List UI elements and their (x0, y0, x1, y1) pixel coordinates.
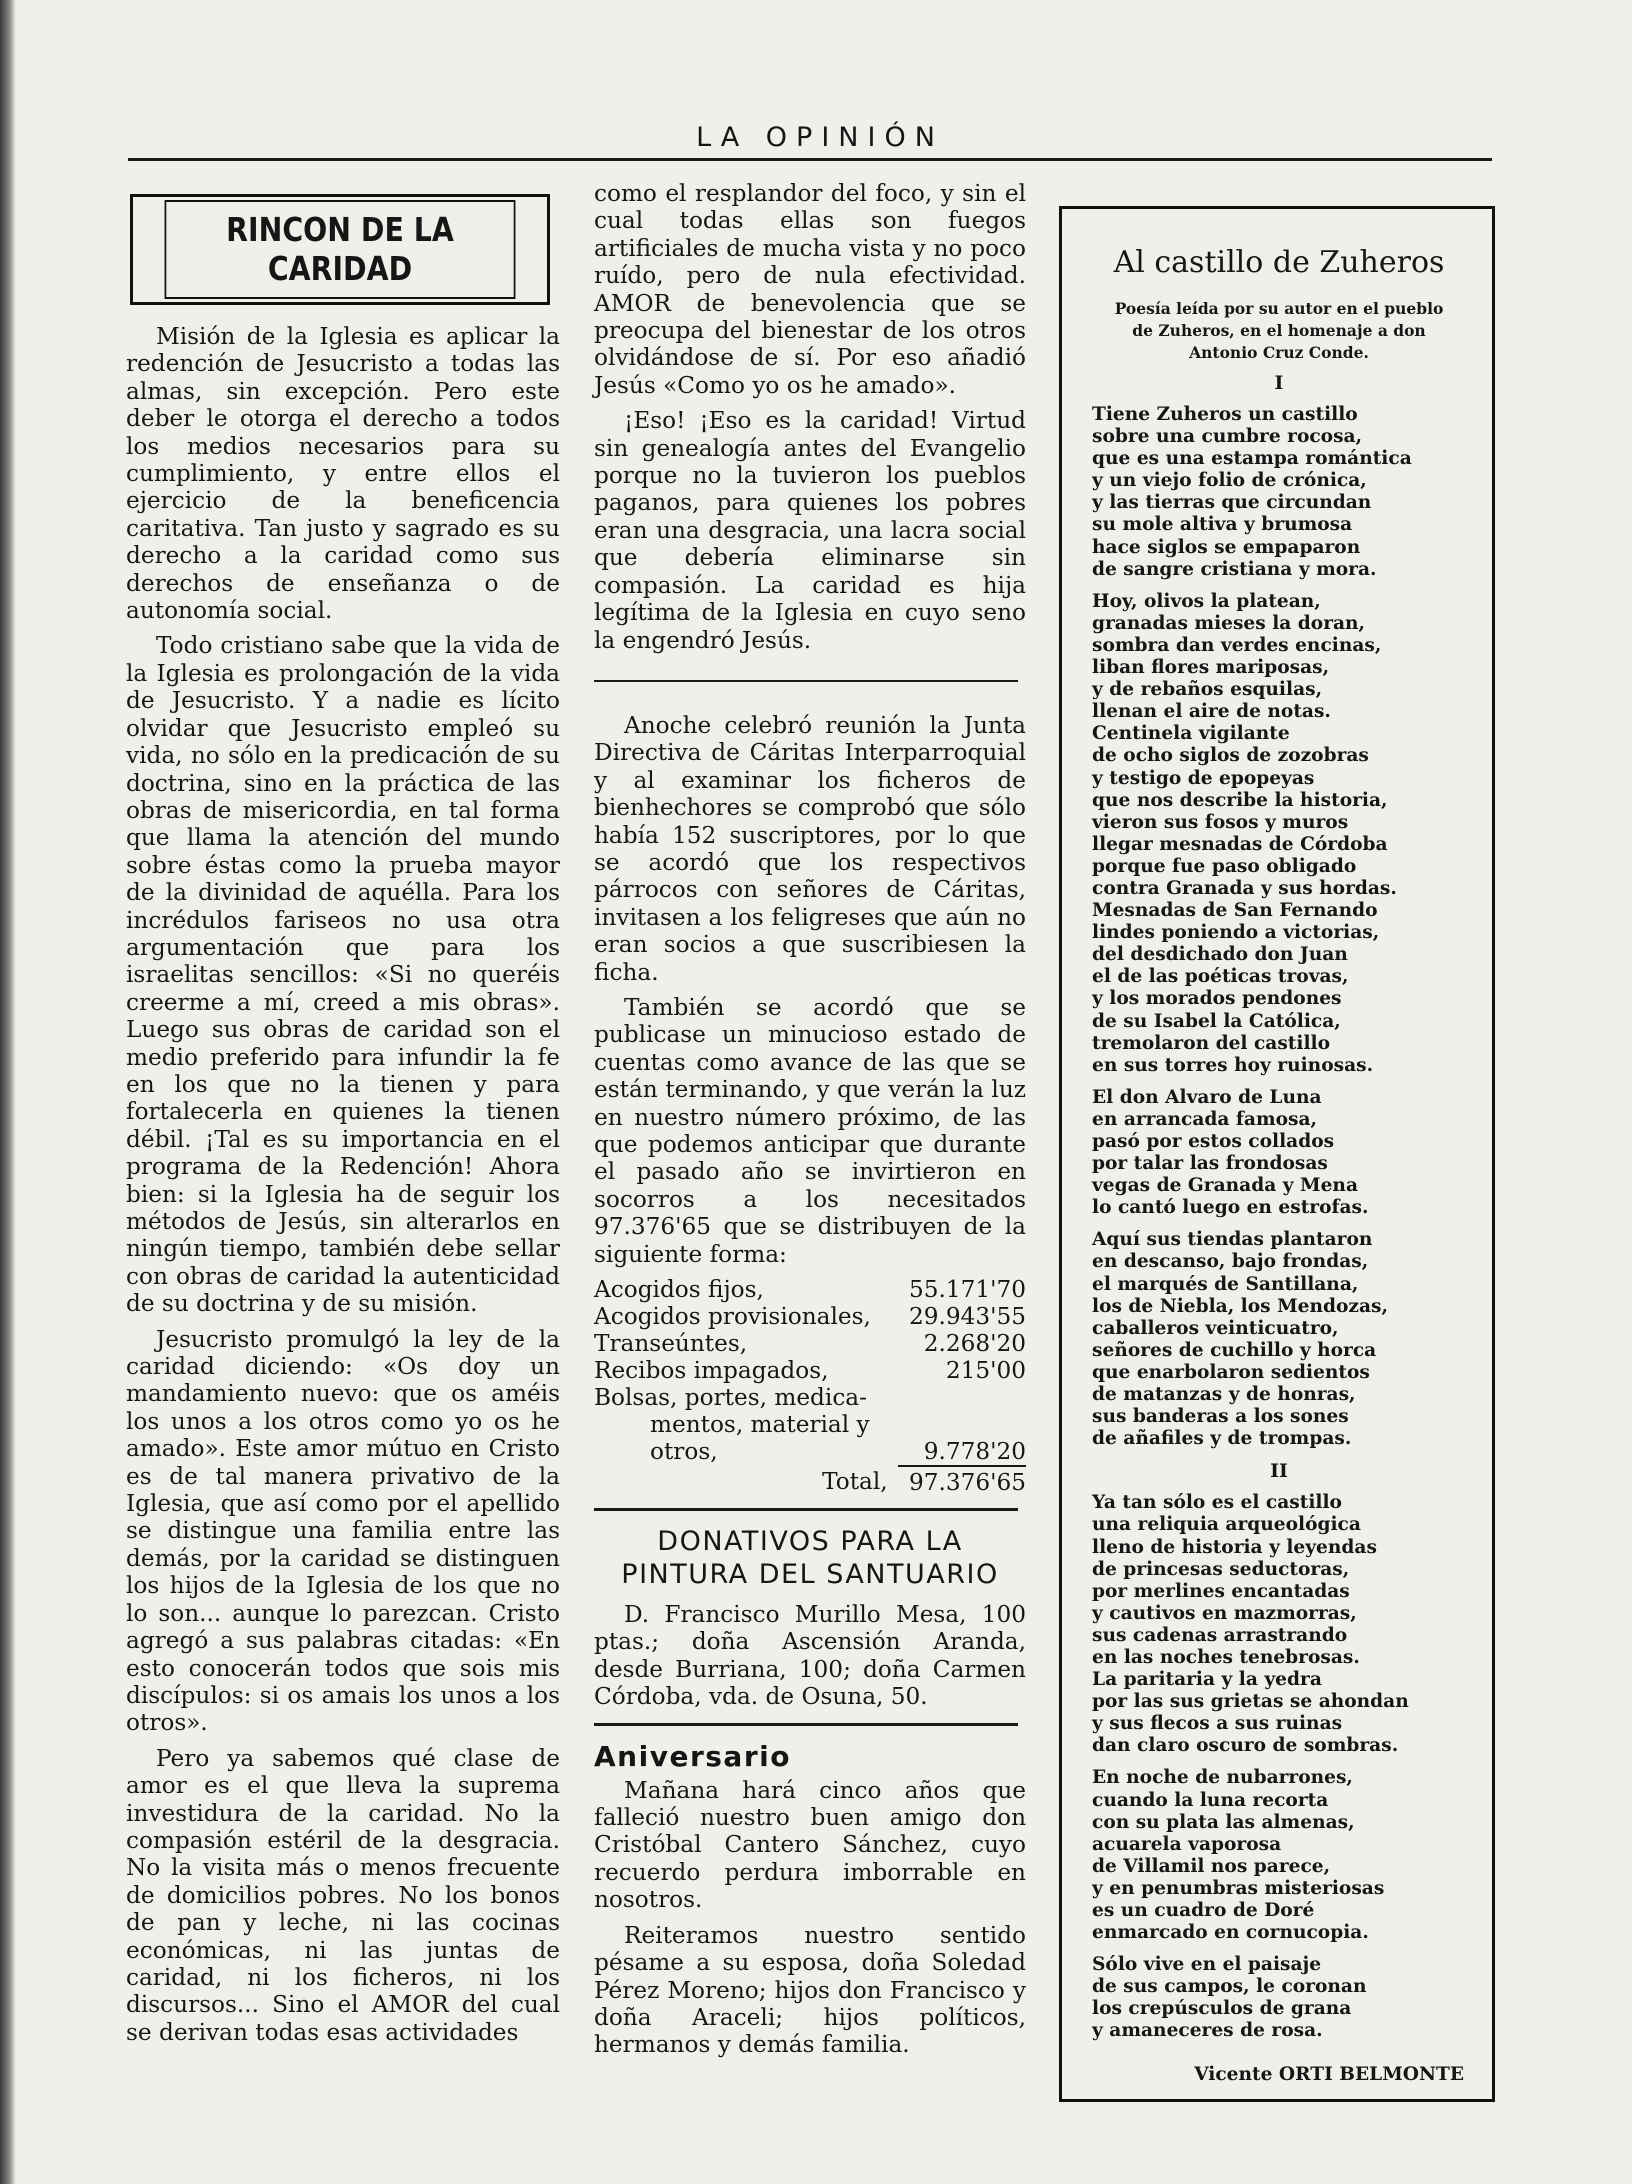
poem-title: Al castillo de Zuheros (1113, 245, 1445, 280)
poem-line: La paritaria y la yedra (1092, 1669, 1322, 1691)
poem-stanza (1092, 1954, 1466, 2042)
column-news (594, 180, 1026, 2067)
poem-line: de matanzas y de honras, (1092, 1384, 1356, 1406)
poem-line: de princesas seductoras, (1092, 1558, 1350, 1580)
accounts-row (594, 1438, 1026, 1466)
accounts-amount: 29.943'55 (908, 1303, 1026, 1331)
accounts-label: Transeúntes, (594, 1330, 748, 1358)
poem-line: liban flores mariposas, (1092, 657, 1330, 679)
poem-line: En noche de nubarrones, (1092, 1767, 1353, 1789)
poem-line: y sus flecos a sus ruinas (1092, 1713, 1343, 1735)
poem-line: de Villamil nos parece, (1092, 1855, 1331, 1877)
poem-stanza (1092, 1087, 1466, 1220)
poem-line: porque fue paso obligado (1092, 855, 1357, 877)
poem-line: tremolaron del castillo (1092, 1032, 1330, 1054)
accounts-amount (898, 1411, 1026, 1438)
accounts-amount: 215'00 (945, 1357, 1026, 1385)
poem-line: de sangre cristiana y mora. (1092, 558, 1377, 580)
accounts-amount: 9.778'20 (898, 1438, 1026, 1466)
poem-author: Vicente ORTI BELMONTE (1194, 2064, 1464, 2085)
donativos-title-line: DONATIVOS PARA LA (657, 1526, 963, 1558)
poem-line: lindes poniendo a victorias, (1092, 922, 1380, 944)
poem-line: de añafiles y de trompas. (1092, 1428, 1352, 1450)
accounts-label: mentos, material y (650, 1411, 870, 1439)
accounts-row (594, 1411, 1026, 1438)
accounts-amount (898, 1384, 1026, 1411)
poem-line: el de las poéticas trovas, (1092, 966, 1349, 988)
poem-line: es un cuadro de Doré (1092, 1900, 1315, 1921)
poem-line: en descanso, bajo frondas, (1092, 1251, 1369, 1273)
poem-line: Hoy, olivos la platean, (1092, 590, 1321, 612)
accounts-row (594, 1276, 1026, 1303)
poem-line: del desdichado don Juan (1092, 944, 1348, 966)
poem-line: El don Alvaro de Luna (1092, 1086, 1322, 1108)
poem-line: sobre una cumbre rocosa, (1092, 426, 1363, 448)
poem-line: lleno de historia y leyendas (1092, 1536, 1377, 1558)
poem-line: Aquí sus tiendas plantaron (1092, 1229, 1373, 1251)
accounts-row (594, 1303, 1026, 1330)
poem-line: sus banderas a los sones (1092, 1406, 1349, 1428)
header-rule (128, 158, 1492, 161)
donativos-title (594, 1525, 1026, 1591)
poem-line: caballeros veinticuatro, (1092, 1317, 1339, 1339)
page-spine-shadow (0, 0, 16, 2184)
rincon-paragraph: Todo cristiano sabe que la vida de la Iglesia es prolongación de la vida de Jesucristo. Y a nadie es lícito olvidar que Jesucristo empleó su vida, no sólo en la predicación de su doctrina, sino en la práctica de las obras de misericordia, en tal forma que llama la atención del mundo sobre éstas como la prueba mayor de la divinidad de aquélla. Para los incrédulos fariseos no usa otra argumentación que para los israelitas sencillos: «Si no queréis creerme a mí, creed a mis obras». Luego sus obras de caridad son el medio preferido para infundir la fe en los que no la tienen y para fortalecerla en quienes la tienen débil. ¡Tal es su importancia en el programa de la Redención! Ahora bien: si la Iglesia ha de seguir los métodos de Jesús, sin alterarlos en ningún tiempo, también debe sellar con obras de caridad la autenticidad de su doctrina y de su misión. (126, 632, 560, 1318)
poem-line: los crepúsculos de grana (1092, 1998, 1352, 2020)
poem-line: y testigo de epopeyas (1092, 767, 1315, 789)
accounts-table (594, 1276, 1026, 1496)
poem-section-2 (1092, 1492, 1466, 2042)
poem-line: vegas de Granada y Mena (1092, 1175, 1358, 1197)
poem-line: en sus torres hoy ruinosas. (1092, 1054, 1374, 1076)
poem-line: Tiene Zuheros un castillo (1092, 404, 1358, 425)
accounts-total-label: Total, (822, 1468, 888, 1496)
caritas-paragraph: Anoche celebró reunión la Junta Directiva de Cáritas Interparroquial y al examinar los ficheros de bienhechores se comprobó que sólo había 152 suscriptores, por lo que se acordó que los respectivos párrocos con señores de Cáritas, invitasen a los feligreses que aún no eran socios a que suscribiesen la ficha. (594, 711, 1026, 986)
poem-line: llegar mesnadas de Córdoba (1092, 833, 1388, 855)
poem-line: sombra dan verdes encinas, (1092, 634, 1382, 656)
poem-line: dan claro oscuro de sombras. (1092, 1735, 1399, 1757)
accounts-label: Acogidos fijos, (594, 1276, 764, 1304)
poem-line: Centinela vigilante (1092, 723, 1290, 745)
poem-section-1 (1092, 404, 1466, 1450)
accounts-label: otros, (650, 1438, 718, 1466)
accounts-amount: 2.268'20 (923, 1330, 1026, 1358)
caritas-paragraph: También se acordó que se publicase un minucioso estado de cuentas como avance de las que se están terminando, y que verán la luz en nuestro número próximo, de las que podemos anticipar que durante el pasado año se invirtieron en socorros a los necesitados 97.376'65 que se distribuyen de la siguiente forma: (594, 993, 1026, 1268)
poem-line: cuando la luna recorta (1092, 1789, 1329, 1811)
rincon-paragraph: Misión de la Iglesia es aplicar la redención de Jesucristo a todas las almas, sin excepción. Pero este deber le otorga el derecho a todos los medios necesarios para su cumplimiento, y entre ellos el ejercicio de la beneficencia caritativa. Tan justo y sagrado es su derecho a la caridad como sus derechos de enseñanza o de autonomía social. (126, 323, 560, 625)
poem-stanza (1092, 1767, 1466, 1944)
poem-line: hace siglos se empaparon (1092, 536, 1361, 558)
accounts-total-row (594, 1466, 1026, 1496)
poem-line: que nos describe la historia, (1092, 789, 1388, 811)
poem-section-number: I (1274, 372, 1284, 394)
rincon-title-box (130, 194, 550, 305)
column-rincon (126, 180, 560, 2054)
poem-line: lo cantó luego en estrofas. (1092, 1197, 1369, 1219)
donativos-text: D. Francisco Murillo Mesa, 100 ptas.; doña Ascensión Aranda, desde Burriana, 100; doña Carmen Córdoba, vda. de Osuna, 50. (594, 1601, 1026, 1711)
poem-line: y amaneceres de rosa. (1092, 2020, 1323, 2042)
poem-line: señores de cuchillo y horca (1092, 1339, 1377, 1361)
section-divider (594, 1723, 1018, 1726)
poem-line: enmarcado en cornucopia. (1092, 1922, 1369, 1944)
donativos-title-line: PINTURA DEL SANTUARIO (621, 1559, 999, 1591)
poem-line: por las sus grietas se ahondan (1092, 1691, 1409, 1713)
section-divider (594, 1508, 1018, 1511)
poem-line: y en penumbras misteriosas (1092, 1877, 1385, 1899)
poem-line: sus cadenas arrastrando (1092, 1624, 1348, 1646)
aniversario-paragraph: Reiteramos nuestro sentido pésame a su esposa, doña Soledad Pérez Moreno; hijos don Francisco y doña Araceli; hijos políticos, hermanos y demás familia. (594, 1921, 1026, 2059)
poem-line: una reliquia arqueológica (1092, 1514, 1361, 1536)
accounts-amount: 55.171'70 (908, 1276, 1026, 1304)
rincon-continuation: como el resplandor del foco, y sin el cual todas ellas son fuegos artificiales de mucha vista y no poco ruído, pero de nula efectividad. AMOR de benevolencia que se preocupa del bienestar de los otros olvidándose de sí. Por eso añadió Jesús «Como yo os he amado». (594, 180, 1026, 399)
poem-line: los de Niebla, los Mendozas, (1092, 1295, 1388, 1317)
masthead: LA OPINIÓN (696, 122, 944, 153)
poem-line: y los morados pendones (1092, 988, 1342, 1010)
poem-line: y de rebaños esquilas, (1092, 679, 1323, 701)
rincon-paragraph: Pero ya sabemos qué clase de amor es el que lleva la suprema investidura de la caridad. No la compasión estéril de la desgracia. No la visita más o menos frecuente de domicilios pobres. No los bonos de pan y leche, ni las cocinas económicas, ni las juntas de caridad, ni los ficheros, ni los discursos... Sino el AMOR del cual se derivan todas esas actividades (126, 1744, 560, 2046)
poem-line: de su Isabel la Católica, (1092, 1010, 1341, 1032)
accounts-label: Acogidos provisionales, (594, 1303, 871, 1331)
poem-line: con su plata las almenas, (1092, 1811, 1355, 1833)
accounts-row (594, 1357, 1026, 1384)
rincon-title: RINCON DE LA CARIDAD (165, 200, 516, 299)
section-divider (594, 680, 1018, 682)
poem-line: que enarbolaron sedientos (1092, 1361, 1370, 1383)
rincon-continuation: ¡Eso! ¡Eso es la caridad! Virtud sin genealogía antes del Evangelio porque no la tuvieron los pueblos paganos, para quienes los pobres eran una desgracia, una lacra social que debería eliminarse sin compasión. La caridad es hija legítima de la Iglesia en cuyo seno la engendró Jesús. (594, 407, 1026, 654)
poem-line: y cautivos en mazmorras, (1092, 1602, 1357, 1624)
poem-section-number: II (1270, 1460, 1288, 1483)
poem-line: su mole altiva y brumosa (1092, 514, 1353, 536)
poem-line: y un viejo folio de crónica, (1092, 470, 1367, 492)
poem-line: de ocho siglos de zozobras (1092, 745, 1369, 767)
poem-line: en arrancada famosa, (1092, 1108, 1318, 1130)
poem-line: vieron sus fosos y muros (1092, 811, 1349, 833)
poem-line: y las tierras que circundan (1092, 492, 1372, 514)
aniversario-paragraph: Mañana hará cinco años que falleció nuestro buen amigo don Cristóbal Cantero Sánchez, cuyo recuerdo perdura imborrable en nosotros. (594, 1776, 1026, 1914)
poem-stanza (1092, 404, 1466, 581)
poem-line: Mesnadas de San Fernando (1092, 900, 1378, 922)
accounts-total-amount: 97.376'65 (908, 1469, 1026, 1497)
poem-line: contra Granada y sus hordas. (1092, 877, 1397, 899)
poem-stanza (1092, 1492, 1466, 1757)
accounts-label: Bolsas, portes, medica- (594, 1384, 867, 1412)
poem-line: por merlines encantadas (1092, 1580, 1350, 1602)
poem-box (1059, 206, 1495, 2102)
rincon-paragraph: Jesucristo promulgó la ley de la caridad diciendo: «Os doy un mandamiento nuevo: que os améis los unos a los otros como yo os he amado». Este amor mútuo en Cristo es de tal manera privativo de la Iglesia, que así como por el apellido se distingue una familia entre las demás, por la caridad se distinguen los hijos de la Iglesia de los que no lo son... aunque lo parezcan. Cristo agregó a sus palabras citadas: «En esto conocerán todos que sois mis discípulos: si os amais los unos a los otros». (126, 1325, 560, 1737)
accounts-label: Recibos impagados, (594, 1357, 829, 1385)
poem-stanza (1092, 1229, 1466, 1450)
poem-line: el marqués de Santillana, (1092, 1273, 1359, 1295)
poem-line: Ya tan sólo es el castillo (1092, 1492, 1342, 1514)
poem-line: de sus campos, le coronan (1092, 1976, 1367, 1998)
poem-line: por talar las frondosas (1092, 1153, 1328, 1175)
poem-line: acuarela vaporosa (1092, 1833, 1282, 1855)
poem-stanza (1092, 591, 1466, 1077)
poem-line: Sólo vive en el paisaje (1092, 1954, 1322, 1976)
poem-subtitle: Poesía leída por su autor en el pueblo de Zuheros, en el homenaje a don Antonio Cruz Conde. (1114, 299, 1444, 362)
poem-line: que es una estampa romántica (1092, 448, 1412, 470)
accounts-row (594, 1330, 1026, 1357)
accounts-row (594, 1384, 1026, 1411)
poem-line: llenan el aire de notas. (1092, 701, 1331, 723)
aniversario-title: Aniversario (594, 1739, 791, 1773)
poem-line: granadas mieses la doran, (1092, 612, 1366, 634)
poem-line: pasó por estos collados (1092, 1131, 1335, 1152)
poem-line: en las noches tenebrosas. (1092, 1646, 1360, 1668)
